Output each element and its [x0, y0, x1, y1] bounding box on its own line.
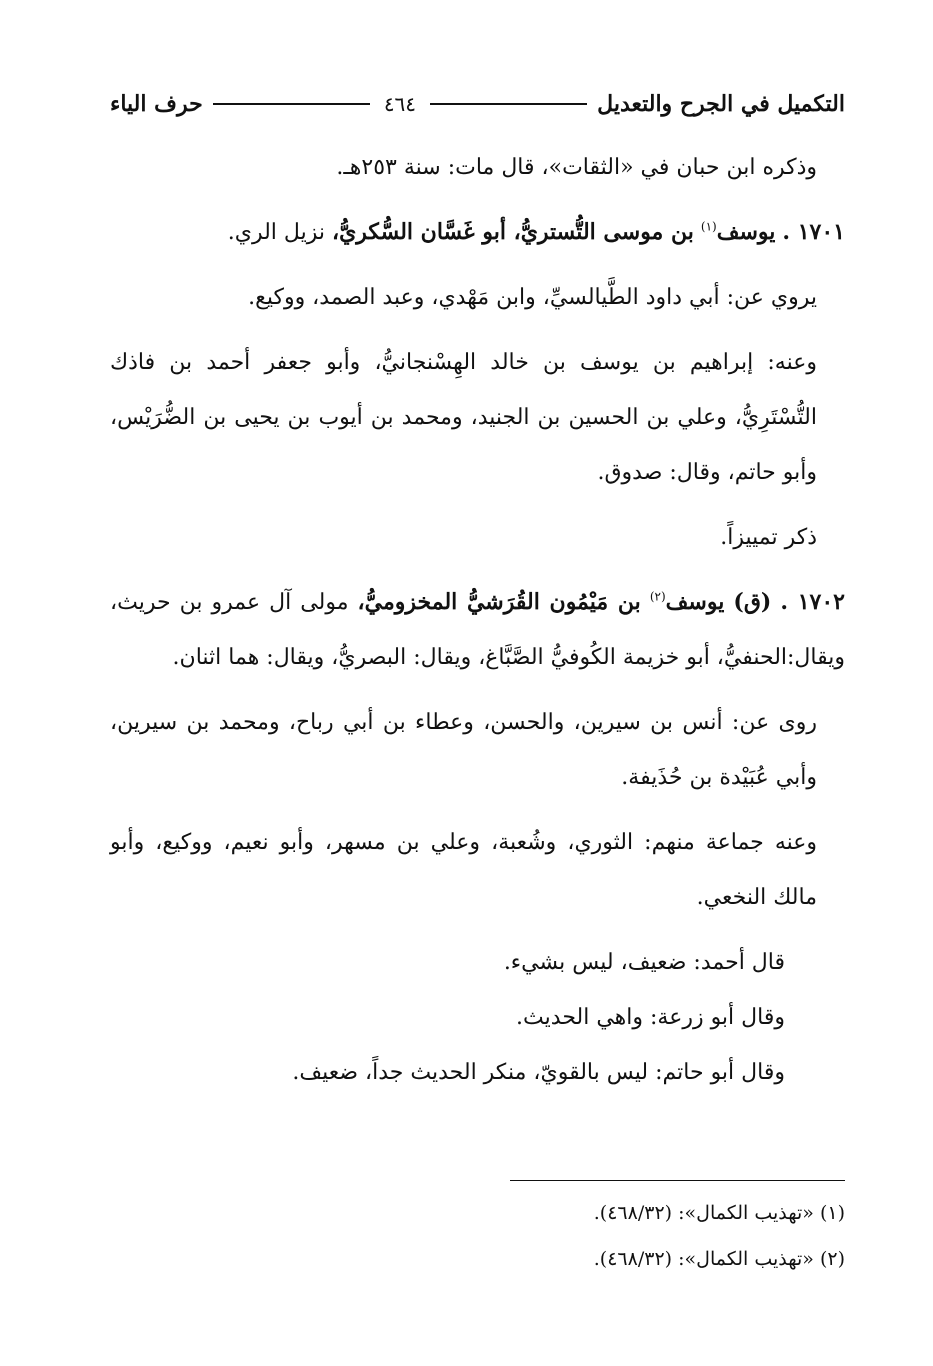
- footnotes: [110, 1190, 845, 1282]
- narrators-paragraph: وعنه: إبراهيم بن يوسف بن خالد الهِسْنجانيُّ، وأبو جعفر أحمد بن فاذك التُّسْتَرِيُّ، وعلي بن الحسين بن الجنيد، ومحمد بن أيوب بن يحيى بن الضُّرَيْس، وأبو حاتم، وقال: صدوق.: [110, 350, 817, 485]
- entry-name-rest: بن موسى التُّستريُّ، أبو غَسَّان السُّكريُّ،: [331, 219, 694, 245]
- page: [110, 78, 845, 1328]
- entry-name: يوسف: [665, 589, 725, 615]
- saying-paragraph: قال أحمد: ضعيف، ليس بشيء.: [503, 950, 785, 975]
- entry-number: ١٧٠١ .: [782, 219, 845, 245]
- running-header: [110, 86, 845, 122]
- entry-heading-1702: [110, 575, 845, 685]
- continuation-paragraph: وذكره ابن حبان في «الثقات»، قال مات: سنة ٢٥٣هـ.: [336, 155, 817, 180]
- entry-name: يوسف: [716, 219, 776, 245]
- saying-paragraph: وقال أبو حاتم: ليس بالقويّ، منكر الحديث جداً، ضعيف.: [292, 1060, 785, 1085]
- footnote-marker: (٢): [649, 589, 666, 604]
- narrators-paragraph: وعنه جماعة منهم: الثوري، وشُعبة، وعلي بن مسهر، وأبو نعيم، ووكيع، وأبو مالك النخعي.: [110, 830, 817, 910]
- main-text: [110, 140, 845, 1100]
- section-title: حرف الياء: [109, 91, 203, 117]
- entry-description: مولى آل عمرو بن حريث، ويقال:الحنفيُّ، أبو خزيمة الكُوفيُّ الصَّبَّاغ، ويقال: البصريُّ، ويقال: هما اثنان.: [110, 590, 845, 670]
- entry-number: ١٧٠٢ .: [780, 589, 845, 615]
- footnote-marker: (١): [700, 219, 717, 234]
- note-paragraph: ذكر تمييزاً.: [720, 525, 817, 550]
- entry-description: نزيل الري.: [227, 220, 325, 245]
- page-number: ٤٦٤: [383, 92, 417, 116]
- entry-name-rest: بن مَيْمُون القُرَشيُّ المخزوميُّ،: [357, 589, 641, 615]
- footnote-item: (٢) «تهذيب الكمال»: (٤٦٨/٣٢).: [593, 1248, 845, 1270]
- footnote-item: (١) «تهذيب الكمال»: (٤٦٨/٣٢).: [593, 1202, 845, 1224]
- header-rule: [213, 103, 370, 105]
- footnote-separator: [510, 1180, 845, 1181]
- entry-tag: (ق): [733, 589, 772, 615]
- saying-paragraph: وقال أبو زرعة: واهي الحديث.: [516, 1005, 785, 1030]
- book-title: التكميل في الجرح والتعديل: [597, 91, 845, 117]
- entry-heading-1701: [110, 205, 845, 260]
- narrates-from-paragraph: روى عن: أنس بن سيرين، والحسن، وعطاء بن أبي رباح، ومحمد بن سيرين، وأبي عُبَيْدة بن حُذَيفة.: [110, 710, 817, 790]
- narrates-from-paragraph: يروي عن: أبي داود الطَّيالسيِّ، وابن مَهْدي، وعبد الصمد، ووكيع.: [248, 285, 817, 310]
- header-rule: [430, 103, 587, 105]
